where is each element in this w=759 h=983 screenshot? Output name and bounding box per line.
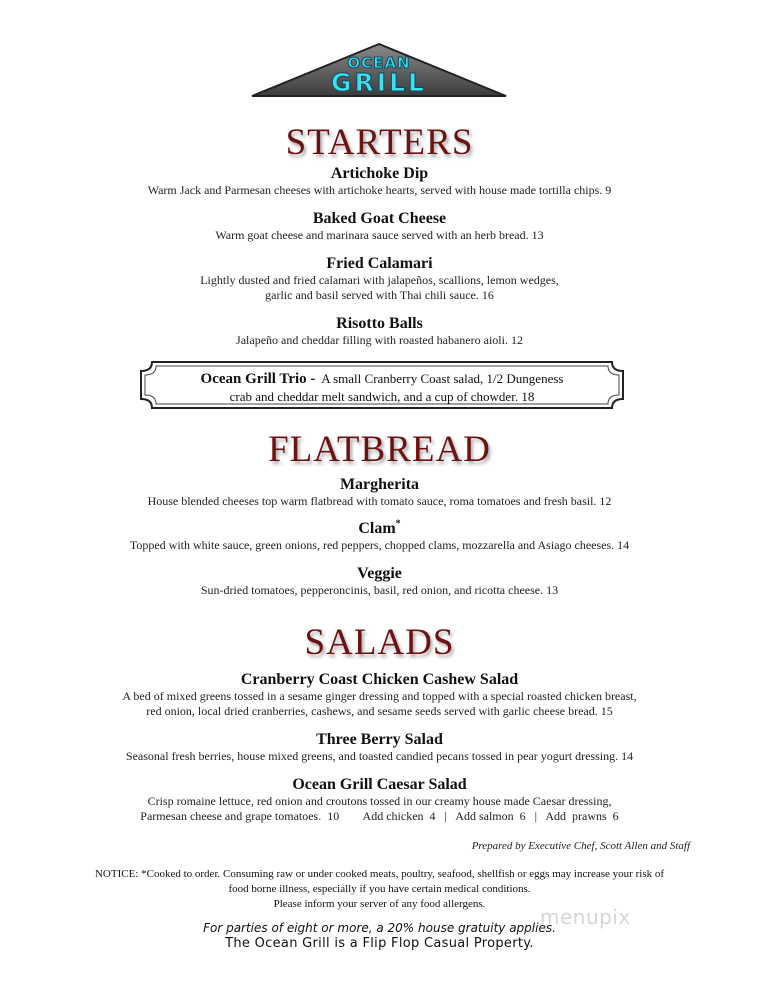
item-description: Lightly dusted and fried calamari with jalapeños, scallions, lemon wedges, <box>200 273 559 287</box>
cooked-to-order-mark: * <box>395 518 401 530</box>
logo-line-grill: GRILL <box>331 68 427 97</box>
section-title-flatbread: FLATBREAD <box>268 429 491 470</box>
item-name: Three Berry Salad <box>316 731 443 748</box>
item-description: Parmesan cheese and grape tomatoes. 10 Add chicken 4 | Add salmon 6 | Add prawns 6 <box>140 809 619 823</box>
item-name: Ocean Grill Caesar Salad <box>292 776 467 793</box>
item-description: Seasonal fresh berries, house mixed greens, and toasted candied pecans tossed in pear yogurt dressing. 14 <box>125 749 634 763</box>
item-name-row <box>0 519 759 538</box>
menu-item <box>0 314 759 348</box>
item-name: Clam <box>358 520 396 537</box>
gratuity-note: For parties of eight or more, a 20% house gratuity applies. <box>203 921 556 935</box>
menu-item <box>0 475 759 509</box>
item-name: Margherita <box>339 476 420 493</box>
item-description: Warm Jack and Parmesan cheeses with artichoke hearts, served with house made tortilla chips. 9 <box>147 183 612 197</box>
property-note: The Ocean Grill is a Flip Flop Casual Property. <box>225 936 534 951</box>
item-description: House blended cheeses top warm flatbread with tomato sauce, roma tomatoes and fresh basil. 12 <box>147 494 612 508</box>
notice-line: food borne illness, especially if you have certain medical conditions. <box>228 883 531 895</box>
item-description: red onion, local dried cranberries, cashews, and sesame seeds served with garlic cheese bread. 15 <box>146 704 613 718</box>
chef-credit: Prepared by Executive Chef, Scott Allen and Staff <box>471 840 690 852</box>
featured-trio-box <box>138 359 626 411</box>
menu-item <box>0 775 759 824</box>
menu-item <box>0 254 759 303</box>
item-description: A bed of mixed greens tossed in a sesame ginger dressing and topped with a special roasted chicken breast, <box>122 689 637 703</box>
item-name: Fried Calamari <box>326 255 433 272</box>
item-description: Sun-dried tomatoes, pepperoncinis, basil, red onion, and ricotta cheese. 13 <box>200 583 559 597</box>
item-description: Warm goat cheese and marinara sauce served with an herb bread. 13 <box>215 228 544 242</box>
trio-name: Ocean Grill Trio - <box>200 371 316 387</box>
notice-line: Please inform your server of any food allergens. <box>273 898 486 910</box>
trio-text <box>138 370 626 405</box>
menu-item <box>0 730 759 764</box>
menu-item <box>0 564 759 598</box>
item-description: Topped with white sauce, green onions, red peppers, chopped clams, mozzarella and Asiago cheeses. 14 <box>129 538 630 552</box>
trio-description-line1: A small Cranberry Coast salad, 1/2 Dungeness <box>321 371 564 386</box>
notice-line: NOTICE: *Cooked to order. Consuming raw or under cooked meats, poultry, seafood, shellfish or eggs may increase your risk of <box>94 868 665 880</box>
item-name: Cranberry Coast Chicken Cashew Salad <box>240 671 519 688</box>
menu-item <box>0 670 759 719</box>
allergen-notice <box>0 867 759 912</box>
menu-item <box>0 164 759 198</box>
menu-item <box>0 519 759 553</box>
item-description: garlic and basil served with Thai chili sauce. 16 <box>265 288 494 302</box>
item-description: Crisp romaine lettuce, red onion and croutons tossed in our creamy house made Caesar dressing, <box>147 794 612 808</box>
ocean-grill-logo <box>250 42 508 98</box>
item-name: Veggie <box>357 565 402 582</box>
item-name: Artichoke Dip <box>330 165 429 182</box>
item-name: Baked Goat Cheese <box>312 210 447 227</box>
section-title-salads: SALADS <box>304 622 455 663</box>
section-title-starters: STARTERS <box>285 122 474 163</box>
menu-item <box>0 209 759 243</box>
item-description: Jalapeño and cheddar filling with roasted habanero aioli. 12 <box>236 333 523 347</box>
menupix-watermark: menupix <box>540 905 631 929</box>
item-name: Risotto Balls <box>336 315 423 332</box>
logo-line-ocean: OCEAN <box>347 54 411 72</box>
trio-description-line2: crab and cheddar melt sandwich, and a cup of chowder. 18 <box>229 389 535 404</box>
